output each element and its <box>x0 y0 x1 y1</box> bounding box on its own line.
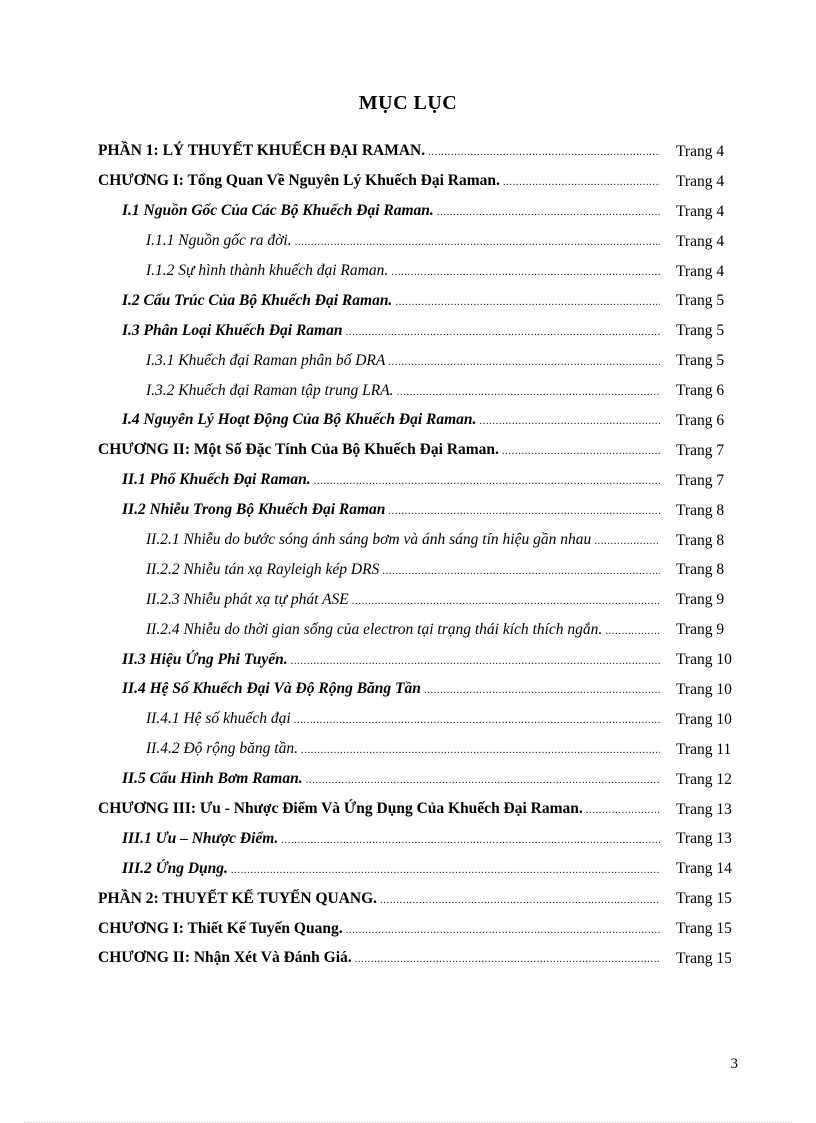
toc-entry-leader <box>146 709 660 730</box>
toc-entry-leader <box>98 948 660 969</box>
toc-entry[interactable] <box>98 286 746 316</box>
toc-entry-page: Trang 5 <box>676 322 725 340</box>
toc-entry[interactable] <box>98 316 746 346</box>
toc-entry[interactable] <box>98 436 746 466</box>
table-of-contents <box>98 137 746 974</box>
toc-entry-title: PHẦN 2: THUYẾT KẾ TUYẾN QUANG. <box>98 889 378 907</box>
toc-entry-page: Trang 10 <box>676 710 732 728</box>
toc-entry-page: Trang 4 <box>676 232 725 250</box>
toc-entry[interactable] <box>98 346 746 376</box>
dot-leader <box>301 740 660 760</box>
toc-entry-title: CHƯƠNG I: Tổng Quan Về Nguyên Lý Khuếch Đại Raman. <box>98 172 500 190</box>
toc-entry-leader <box>146 590 660 611</box>
toc-entry-page: Trang 9 <box>676 591 725 609</box>
toc-entry[interactable] <box>98 496 746 526</box>
toc-entry[interactable] <box>98 585 746 615</box>
toc-entry-page: Trang 6 <box>676 411 725 429</box>
toc-entry-page: Trang 15 <box>676 890 732 908</box>
toc-entry[interactable] <box>98 675 746 705</box>
toc-entry-leader <box>122 650 660 671</box>
dot-leader <box>605 621 660 641</box>
toc-entry[interactable] <box>98 854 746 884</box>
toc-entry-title: II.4.1 Hệ số khuếch đại <box>146 710 291 728</box>
dot-leader <box>502 441 660 461</box>
toc-entry-page: Trang 13 <box>676 830 732 848</box>
toc-entry-page: Trang 6 <box>676 382 725 400</box>
toc-entry-leader <box>146 261 660 282</box>
toc-entry-leader <box>146 560 660 581</box>
toc-entry-page: Trang 15 <box>676 949 732 967</box>
dot-leader <box>355 949 660 969</box>
dot-leader <box>352 591 660 611</box>
dot-leader <box>382 561 660 581</box>
dot-leader <box>397 382 660 402</box>
toc-entry-leader <box>98 171 660 192</box>
toc-entry-page: Trang 8 <box>676 561 725 579</box>
toc-entry-title: I.2 Cấu Trúc Của Bộ Khuếch Đại Raman. <box>122 291 393 309</box>
toc-entry-leader <box>146 351 660 372</box>
toc-entry-page: Trang 12 <box>676 770 732 788</box>
toc-entry[interactable] <box>98 167 746 197</box>
toc-entry-page: Trang 9 <box>676 621 725 639</box>
toc-entry-title: II.1 Phổ Khuếch Đại Raman. <box>122 471 311 489</box>
dot-leader <box>388 501 660 521</box>
toc-entry-title: II.2 Nhiễu Trong Bộ Khuếch Đại Raman <box>122 501 386 519</box>
toc-entry[interactable] <box>98 735 746 765</box>
toc-entry[interactable] <box>98 944 746 974</box>
toc-entry-page: Trang 8 <box>676 501 725 519</box>
toc-entry-leader <box>146 231 660 252</box>
toc-entry[interactable] <box>98 257 746 287</box>
dot-leader <box>586 800 660 820</box>
dot-leader <box>294 710 660 730</box>
dot-leader <box>346 920 660 940</box>
toc-entry-title: CHƯƠNG II: Nhận Xét Và Đánh Giá. <box>98 949 352 967</box>
dot-leader <box>314 471 660 491</box>
toc-entry-leader <box>122 829 660 850</box>
dot-leader <box>424 680 660 700</box>
dot-leader <box>291 651 660 671</box>
toc-entry-leader <box>122 470 660 491</box>
toc-entry[interactable] <box>98 914 746 944</box>
toc-entry-leader <box>122 859 660 880</box>
toc-entry-page: Trang 4 <box>676 142 725 160</box>
toc-entry-title: I.3.1 Khuếch đại Raman phân bố DRA <box>146 351 386 369</box>
dot-leader <box>281 830 660 850</box>
toc-entry[interactable] <box>98 824 746 854</box>
toc-entry-leader <box>122 321 660 342</box>
dot-leader <box>306 770 660 790</box>
toc-entry-title: PHẦN 1: LÝ THUYẾT KHUẾCH ĐẠI RAMAN. <box>98 142 426 160</box>
toc-entry-leader <box>98 919 660 940</box>
toc-entry-page: Trang 4 <box>676 262 725 280</box>
toc-entry-title: I.3 Phân Loại Khuếch Đại Raman <box>122 321 343 339</box>
toc-entry-title: CHƯƠNG I: Thiết Kế Tuyến Quang. <box>98 919 343 937</box>
toc-entry[interactable] <box>98 197 746 227</box>
toc-entry-title: I.3.2 Khuếch đại Raman tập trung LRA. <box>146 381 394 399</box>
toc-entry-leader <box>122 410 660 431</box>
toc-entry-leader <box>98 799 660 820</box>
toc-entry-title: II.5 Cấu Hình Bơm Raman. <box>122 770 303 788</box>
toc-entry-title: II.4.2 Độ rộng băng tần. <box>146 740 298 758</box>
dot-leader <box>594 531 660 551</box>
dot-leader <box>391 262 660 282</box>
toc-entry-leader <box>98 440 660 461</box>
toc-entry-title: II.3 Hiệu Ứng Phi Tuyến. <box>122 650 288 668</box>
toc-entry[interactable] <box>98 615 746 645</box>
toc-entry-title: II.2.3 Nhiễu phát xạ tự phát ASE <box>146 590 349 608</box>
toc-entry-page: Trang 15 <box>676 920 732 938</box>
toc-entry-leader <box>146 530 660 551</box>
toc-entry[interactable] <box>98 645 746 675</box>
toc-entry-page: Trang 11 <box>676 740 732 758</box>
dot-leader <box>231 860 660 880</box>
toc-entry-title: II.4 Hệ Số Khuếch Đại Và Độ Rộng Băng Tần <box>122 680 421 698</box>
toc-entry-page: Trang 5 <box>676 352 725 370</box>
toc-entry-page: Trang 10 <box>676 680 732 698</box>
toc-entry-page: Trang 13 <box>676 800 732 818</box>
toc-entry-page: Trang 8 <box>676 531 725 549</box>
toc-entry[interactable] <box>98 466 746 496</box>
toc-entry-title: II.2.4 Nhiễu do thời gian sống của electron tại trạng thái kích thích ngắn. <box>146 620 603 638</box>
toc-entry-title: I.1.2 Sự hình thành khuếch đại Raman. <box>146 262 389 279</box>
toc-entry[interactable] <box>98 526 746 556</box>
toc-entry-title: III.1 Ưu – Nhược Điểm. <box>122 829 279 847</box>
toc-entry-leader <box>98 889 660 910</box>
dot-leader <box>428 142 660 162</box>
toc-entry-leader <box>146 739 660 760</box>
toc-entry-title: II.2.1 Nhiễu do bước sóng ánh sáng bơm và ánh sáng tín hiệu gần nhau <box>146 531 592 549</box>
toc-entry[interactable] <box>98 555 746 585</box>
toc-entry-leader <box>122 500 660 521</box>
dot-leader <box>479 411 660 431</box>
toc-entry-page: Trang 7 <box>676 471 725 489</box>
toc-entry-title: I.4 Nguyên Lý Hoạt Động Của Bộ Khuếch Đại Raman. <box>122 411 477 429</box>
toc-entry-title: II.2.2 Nhiễu tán xạ Rayleigh kép DRS <box>146 560 380 578</box>
toc-entry[interactable] <box>98 705 746 735</box>
toc-entry-page: Trang 10 <box>676 651 732 669</box>
toc-entry-leader <box>146 381 660 402</box>
toc-entry[interactable] <box>98 795 746 825</box>
toc-entry-title: III.2 Ứng Dụng. <box>122 859 228 877</box>
toc-entry[interactable] <box>98 137 746 167</box>
toc-entry-title: CHƯƠNG III: Ưu - Nhược Điểm Và Ứng Dụng Của Khuếch Đại Raman. <box>98 800 583 818</box>
toc-entry[interactable] <box>98 376 746 406</box>
toc-entry-leader <box>122 291 660 312</box>
toc-entry-leader <box>98 141 660 162</box>
toc-entry-leader <box>122 769 660 790</box>
toc-entry-page: Trang 5 <box>676 292 725 310</box>
toc-entry-leader <box>122 201 660 222</box>
page-number: 3 <box>730 1056 738 1072</box>
toc-entry-page: Trang 4 <box>676 172 725 190</box>
page-title: MỤC LỤC <box>358 92 458 114</box>
toc-entry-page: Trang 7 <box>676 441 725 459</box>
dot-leader <box>437 202 660 222</box>
toc-entry-title: I.1.1 Nguồn gốc ra đời. <box>146 232 292 250</box>
dot-leader <box>503 172 660 192</box>
toc-entry-page: Trang 14 <box>676 860 732 878</box>
dot-leader <box>380 890 660 910</box>
toc-entry-leader <box>146 620 660 641</box>
toc-entry-page: Trang 4 <box>676 202 725 220</box>
toc-entry-leader <box>122 679 660 700</box>
toc-entry[interactable] <box>98 765 746 795</box>
toc-entry[interactable] <box>98 406 746 436</box>
toc-entry-title: CHƯƠNG II: Một Số Đặc Tính Của Bộ Khuếch Đại Raman. <box>98 441 499 459</box>
toc-entry[interactable] <box>98 884 746 914</box>
toc-entry-title: I.1 Nguồn Gốc Của Các Bộ Khuếch Đại Raman. <box>122 202 434 220</box>
toc-entry[interactable] <box>98 227 746 257</box>
dot-leader <box>346 322 661 342</box>
dot-leader <box>295 232 660 252</box>
dot-leader <box>388 352 660 372</box>
dot-leader <box>395 292 660 312</box>
